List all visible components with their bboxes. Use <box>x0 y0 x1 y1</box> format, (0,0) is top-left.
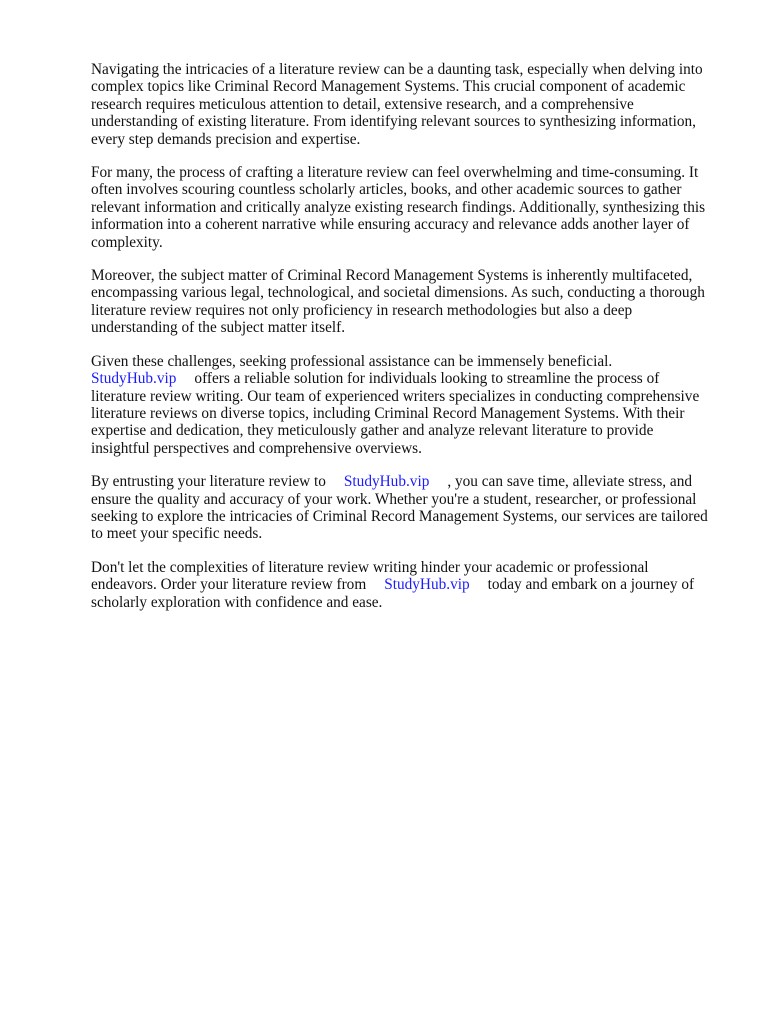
text-line: Don't let the complexities of literature review writing hinder your academic or professional <box>91 558 649 576</box>
text-segment: endeavors. Order your literature review from <box>91 576 367 594</box>
text-line: understanding of the subject matter itself. <box>91 319 346 337</box>
text-line: scholarly exploration with confidence and ease. <box>91 593 383 611</box>
text-line: Navigating the intricacies of a literature review can be a daunting task, especially when delving into <box>91 61 703 78</box>
paragraph-6 <box>91 559 721 611</box>
text-line: seeking to explore the intricacies of Criminal Record Management Systems, our services are tailored <box>91 507 708 525</box>
text-line: research requires meticulous attention to detail, extensive research, and a comprehensive <box>91 95 634 113</box>
paragraph-3 <box>91 267 721 337</box>
text-segment: , you can save time, alleviate stress, and <box>447 473 693 491</box>
text-line: to meet your specific needs. <box>91 525 263 543</box>
text-line <box>91 473 721 490</box>
paragraph-5 <box>91 473 721 543</box>
text-line: ensure the quality and accuracy of your work. Whether you're a student, researcher, or professional <box>91 490 697 508</box>
text-line: relevant information and critically analyze existing research findings. Additionally, synthesizing this <box>91 198 706 216</box>
paragraph-2 <box>91 164 721 251</box>
studyhub-link[interactable]: StudyHub.vip <box>343 473 430 491</box>
text-line: complexity. <box>91 233 163 251</box>
text-line: information into a coherent narrative while ensuring accuracy and relevance adds another layer of <box>91 216 690 234</box>
text-line: often involves scouring countless scholarly articles, books, and other academic sources to gather <box>91 181 682 199</box>
studyhub-link[interactable]: StudyHub.vip <box>91 370 177 388</box>
text-line: literature review writing. Our team of experienced writers specializes in conducting comprehensive <box>91 387 700 405</box>
paragraph-4 <box>91 353 721 457</box>
text-segment: offers a reliable solution for individuals looking to streamline the process of <box>194 370 660 388</box>
text-line: expertise and dedication, they meticulously gather and analyze relevant literature to provide <box>91 422 654 440</box>
text-line: Moreover, the subject matter of Criminal Record Management Systems is inherently multifaceted, <box>91 267 693 285</box>
text-line: every step demands precision and expertise. <box>91 130 361 148</box>
text-line: complex topics like Criminal Record Management Systems. This crucial component of academic <box>91 78 686 96</box>
text-line: insightful perspectives and comprehensive overviews. <box>91 439 422 457</box>
text-line: understanding of existing literature. From identifying relevant sources to synthesizing information, <box>91 113 696 131</box>
studyhub-link[interactable]: StudyHub.vip <box>384 576 470 594</box>
text-line: literature review requires not only proficiency in research methodologies but also a deep <box>91 301 633 319</box>
text-line: For many, the process of crafting a literature review can feel overwhelming and time-consuming. It <box>91 164 699 182</box>
text-line: encompassing various legal, technological, and societal dimensions. As such, conducting a thorough <box>91 284 705 302</box>
text-line: literature reviews on diverse topics, including Criminal Record Management Systems. With their <box>91 404 685 422</box>
paragraph-1 <box>91 61 721 148</box>
text-segment: By entrusting your literature review to <box>91 473 326 491</box>
text-segment: today and embark on a journey of <box>487 576 695 594</box>
text-line <box>91 370 721 387</box>
document-body <box>91 61 721 627</box>
text-line: Given these challenges, seeking professional assistance can be immensely beneficial. <box>91 352 613 370</box>
text-line <box>91 576 721 593</box>
